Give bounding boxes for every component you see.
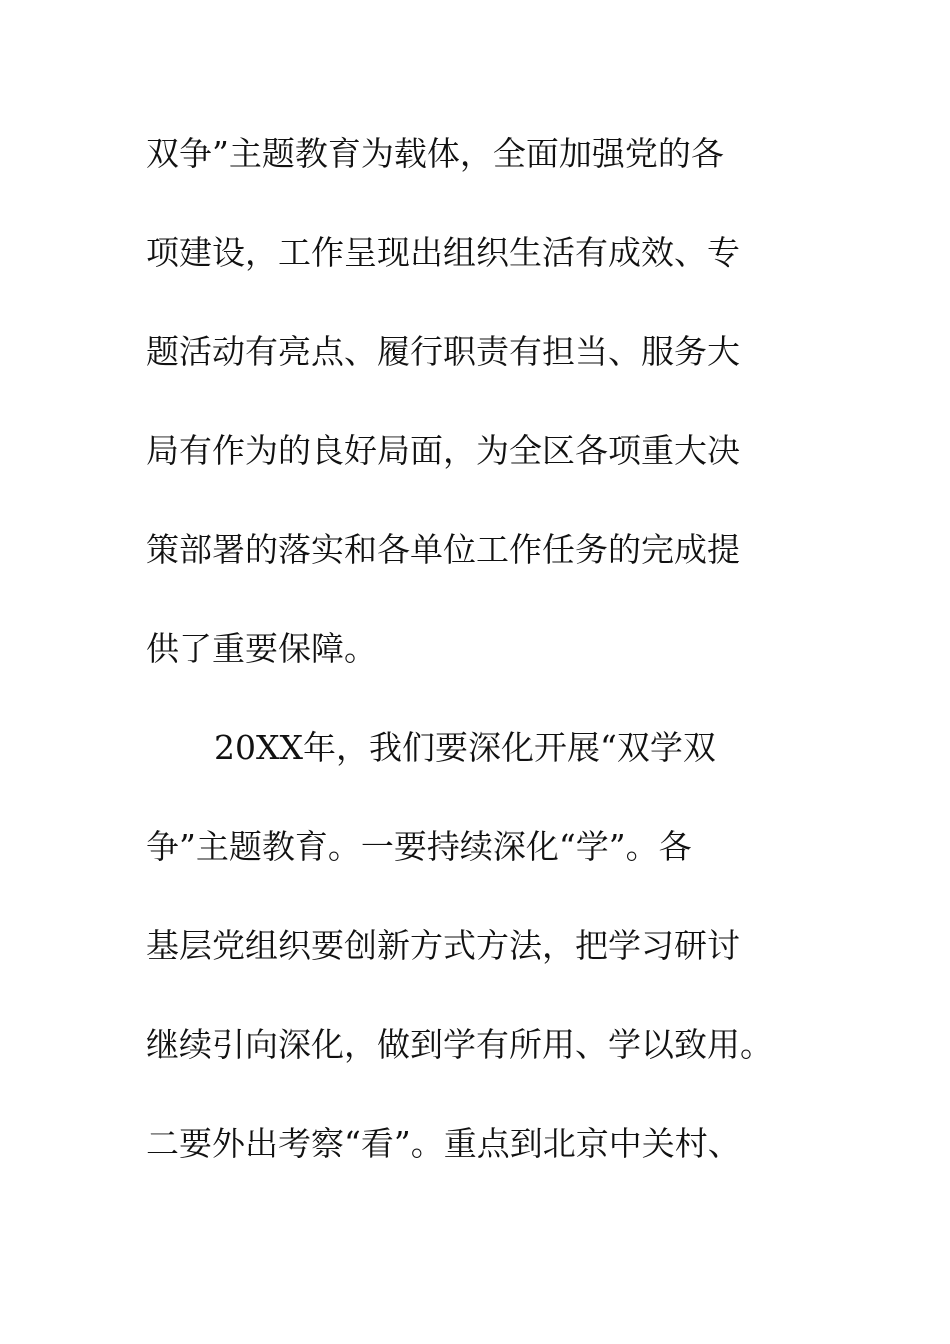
text-line: 供了重要保障。 (146, 629, 377, 668)
text-line: 局有作为的良好局面，为全区各项重大决 (146, 431, 740, 470)
paragraph-start-line: 20XX年，我们要深化开展“双学双 (214, 728, 716, 767)
text-line: 题活动有亮点、履行职责有担当、服务大 (146, 332, 740, 371)
text-line: 项建设，工作呈现出组织生活有成效、专 (146, 233, 740, 272)
text-line: 策部署的落实和各单位工作任务的完成提 (146, 530, 740, 569)
text-line: 双争”主题教育为载体，全面加强党的各 (146, 134, 724, 173)
text-line: 继续引向深化，做到学有所用、学以致用。 (146, 1025, 773, 1064)
text-line: 基层党组织要创新方式方法，把学习研讨 (146, 926, 740, 965)
text-line: 二要外出考察“看”。重点到北京中关村、 (146, 1124, 741, 1163)
text-line: 争”主题教育。一要持续深化“学”。各 (146, 827, 692, 866)
